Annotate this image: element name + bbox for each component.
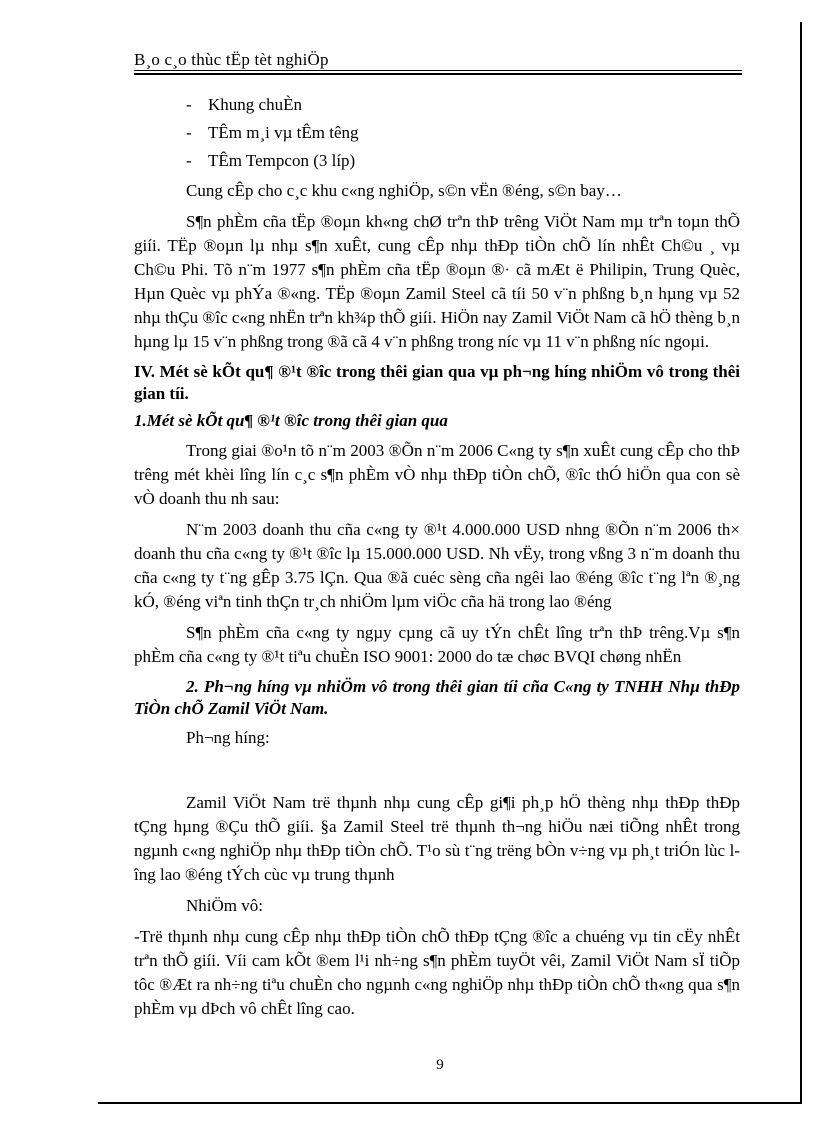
paragraph: S¶n phÈm cña tËp ®oµn kh«ng chØ trªn thÞ trêng ViÖt Nam mµ trªn toµn thÕ giíi. TËp ®oµn lµ nhµ s¶n xuÊt, cung cÊp nhµ thÐp tiÒn chÕ lín nhÊt Ch©u ¸ vµ Ch©u Phi. Tõ n¨m 1977 s¶n phÈm cña tËp ®oµn ®· cã mÆt ë Philipin, Trung Quèc, Hµn Quèc vµ phÝa ®«ng. TËp ®oµn Zamil Steel cã tíi 50 v¨n phßng b¸n hµng vµ 52 nhµ thÇu ®îc c«ng nhËn trªn kh¾p thÕ giíi. HiÖn nay Zamil ViÖt Nam cã hÖ thèng b¸n hµng lµ 15 v¨n phßng trong ®ã cã 4 v¨n phßng trong níc vµ 11 v¨n phßng níc ngoµi. <box>134 212 740 351</box>
paragraph: N¨m 2003 doanh thu cña c«ng ty ®¹t 4.000.000 USD nhng ®Õn n¨m 2006 th× doanh thu cña c«ng ty ®¹t ®îc lµ 15.000.000 USD. Nh vËy, trong vßng 3 n¨m doanh thu cña c«ng ty t¨ng gÊp 3.75 lÇn. Qua ®ã cuéc sèng cña ngêi lao ®éng ®îc t¨ng lªn ®¸ng kÓ, ®éng viªn tinh thÇn tr¸ch nhiÖm lµm viÖc cña hä trong lao ®éng <box>134 520 740 611</box>
bullet-dash: - <box>186 123 192 142</box>
page-number: 9 <box>436 1057 444 1073</box>
paragraph: NhiÖm vô: <box>186 896 263 915</box>
bullet-dash: - <box>186 151 192 170</box>
list-item-text: TÊm Tempcon (3 líp) <box>208 151 356 170</box>
list-item-text: TÊm m¸i vµ tÊm têng <box>208 123 359 142</box>
list-item <box>186 95 740 115</box>
paragraph: Trong giai ®o¹n tõ n¨m 2003 ®Õn n¨m 2006 C«ng ty s¶n xuÊt cung cÊp cho thÞ trêng mét khèi lîng lín c¸c s¶n phÈm vÒ nhµ thÐp tiÒn chÕ, ®îc thÓ hiÖn qua con sè vÒ doanh thu nh sau: <box>134 441 740 508</box>
spacer <box>134 757 740 791</box>
paragraph: Zamil ViÖt Nam trë thµnh nhµ cung cÊp gi¶i ph¸p hÖ thèng nhµ thÐp thÐp tÇng hµng ®Çu thÕ giíi. §a Zamil Steel trë thµnh th¬ng hiÖu næi tiÕng nhÊt trong ngµnh c«ng nghiÖp nhµ thÐp tiÒn chÕ. T¹o sù t¨ng trëng bÒn v÷ng vµ ph¸t triÓn lùc lîng lao ®éng tÝch cùc vµ trung thµnh <box>134 793 740 884</box>
page-header: B¸o c¸o thùc tËp tèt nghiÖp <box>134 50 329 69</box>
paragraph: Ph¬ng híng: <box>186 728 270 747</box>
header-rule <box>134 70 742 71</box>
list-item-text: Khung chuÈn <box>208 95 302 114</box>
list-item <box>186 123 740 143</box>
header-rule-thick <box>134 73 742 75</box>
subsection-heading: 1.Mét sè kÕt qu¶ ®¹t ®îc trong thêi gian qua <box>134 411 448 430</box>
subsection-heading: 2. Ph¬ng híng vµ nhiÖm vô trong thêi gian tíi cña C«ng ty TNHH Nhµ thÐp TiÒn chÕ Zamil ViÖt Nam. <box>134 677 740 718</box>
document-body <box>134 95 740 1028</box>
paragraph: Cung cÊp cho c¸c khu c«ng nghiÖp, s©n vËn ®éng, s©n bay… <box>186 181 622 200</box>
bullet-dash: - <box>186 95 192 114</box>
paragraph: S¶n phÈm cña c«ng ty ngµy cµng cã uy tÝn chÊt lîng trªn thÞ trêng.Vµ s¶n phÈm cña c«ng ty ®¹t tiªu chuÈn ISO 9001: 2000 do tæ chøc BVQI chøng nhËn <box>134 623 740 666</box>
paragraph: -Trë thµnh nhµ cung cÊp nhµ thÐp tiÒn chÕ thÐp tÇng ®îc a chuéng vµ tin cËy nhÊt trªn thÕ giíi. Víi cam kÕt ®em l¹i nh÷ng s¶n phÈm tuyÖt vêi, Zamil ViÖt Nam sÏ tiÕp tôc ®Æt ra nh÷ng tiªu chuÈn cho ngµnh c«ng nghiÖp nhµ thÐp tiÒn chÕ th«ng qua s¶n phÈm vµ dÞch vô chÊt lîng cao. <box>134 927 740 1018</box>
list-item <box>186 151 740 171</box>
section-heading: IV. Mét sè kÕt qu¶ ®¹t ®îc trong thêi gian qua vµ ph¬ng híng nhiÖm vô trong thêi gian tíi. <box>134 362 740 403</box>
